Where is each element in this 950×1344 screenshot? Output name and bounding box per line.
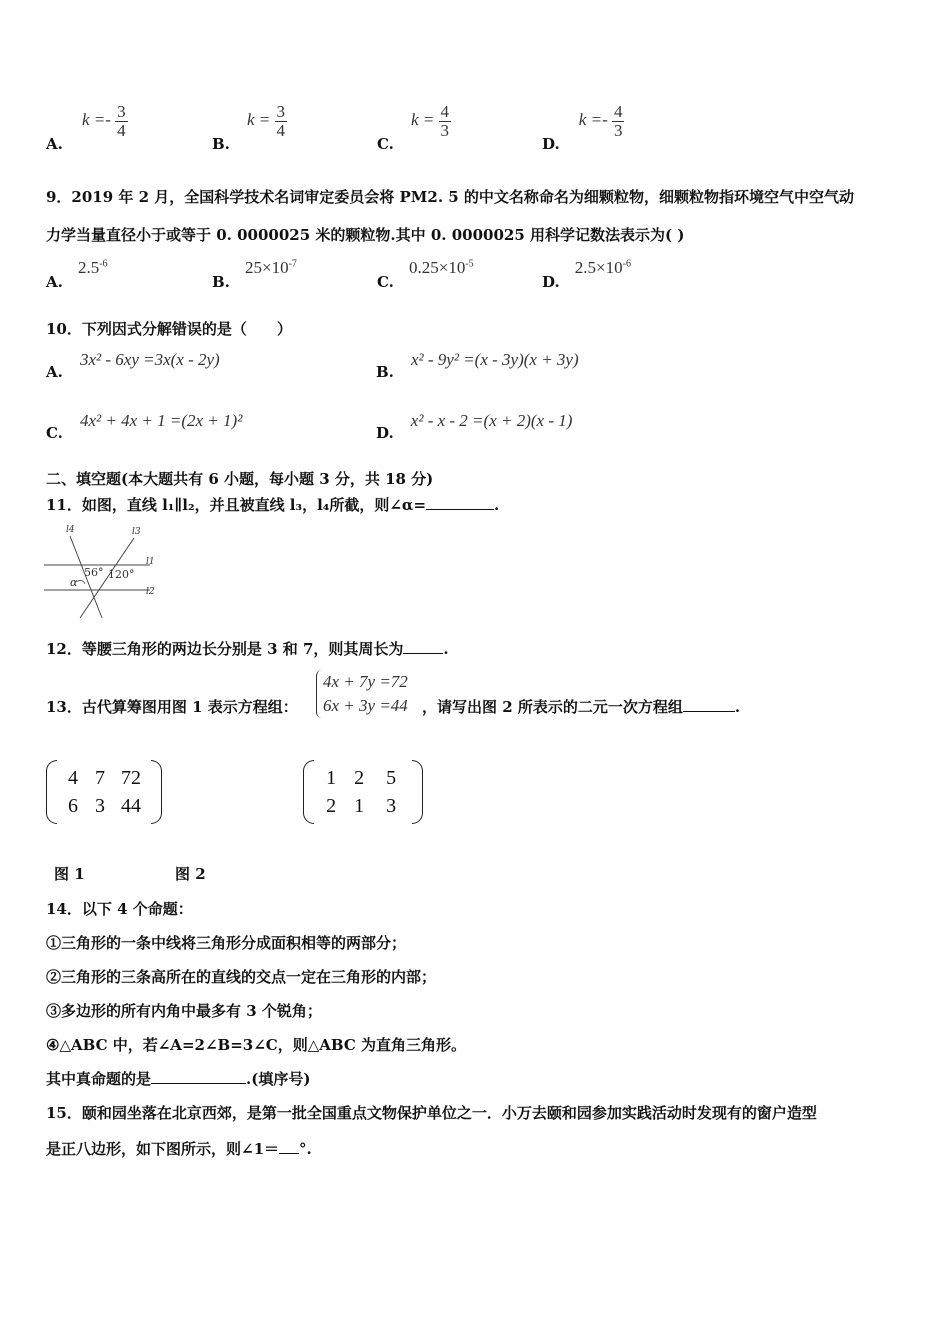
option-letter: C. — [377, 135, 394, 154]
option-letter: A. — [46, 135, 63, 154]
q9-option-b: B. $25\times 10^{-7}$ — [212, 258, 297, 291]
q13-text-after: ，请写出图 2 所表示的二元一次方程组 . — [422, 698, 741, 716]
q13-figure2-caption: 图 2 — [175, 865, 206, 883]
q10-option-c: C. 4x² + 4x + 1 =(2x + 1)² — [46, 411, 243, 442]
q10-option-b: B. x² - 9y² =(x - 3y)(x + 3y) — [376, 350, 579, 381]
angle-120: 120° — [108, 568, 135, 581]
q9-option-a: A. $2.5^{-6}$ — [46, 258, 108, 291]
q9-line2: 力学当量直径小于或等于 0. 0000025 米的颗粒物.其中 0. 0000025 用科学记数法表示为( ) — [46, 226, 685, 244]
q14-item-3: ③多边形的所有内角中最多有 3 个锐角； — [46, 1002, 322, 1020]
q15-line2: 是正八边形，如下图所示，则∠1＝ °. — [46, 1140, 312, 1158]
q10-option-a: A. 3x² - 6xy =3x(x - 2y) — [46, 350, 220, 381]
label-l4: l4 — [66, 525, 75, 535]
option-letter: B. — [212, 135, 230, 154]
label-l3: l3 — [132, 527, 141, 537]
label-l1: l1 — [146, 557, 155, 567]
q12-text: 12．等腰三角形的两边长分别是 3 和 7，则其周长为 . — [46, 640, 449, 658]
answer-blank — [426, 497, 494, 510]
option-letter: D. — [542, 135, 560, 154]
q14-item-4: ④△ABC 中，若∠A=2∠B=3∠C，则△ABC 为直角三角形。 — [46, 1036, 467, 1054]
q14-stem: 14．以下 4 个命题： — [46, 900, 193, 918]
answer-blank — [279, 1141, 299, 1154]
q13-figure1-matrix: 4 7 72 6 3 44 — [46, 760, 162, 824]
q13-text-before: 13．古代算筹图用图 1 表示方程组： — [46, 698, 298, 716]
q14-answer: 其中真命题的是 .(填序号) — [46, 1070, 311, 1088]
q10-option-d: D. x² - x - 2 =(x + 2)(x - 1) — [376, 411, 573, 442]
q9-option-d: D. $2.5\times 10^{-6}$ — [542, 258, 631, 291]
answer-blank — [151, 1071, 246, 1084]
q9-option-c: C. $0.25\times 10^{-5}$ — [377, 258, 474, 291]
answer-blank — [403, 641, 443, 654]
q8-option-d: D. k =- $\frac{4}{3}$ — [542, 102, 623, 154]
q13-figure2-matrix: 1 2 5 2 1 3 — [303, 760, 423, 824]
q8-option-c: C. k = $\frac{4}{3}$ — [377, 102, 450, 154]
angle-56: 56° — [84, 566, 104, 579]
q10-stem: 10．下列因式分解错误的是（ ） — [46, 320, 292, 338]
q13-figure1-caption: 图 1 — [54, 865, 85, 883]
q15-line1: 15．颐和园坐落在北京西郊，是第一批全国重点文物保护单位之一．小万去颐和园参加实践活动时发现有的窗户造型 — [46, 1104, 817, 1122]
q9-line1: 9．2019 年 2 月，全国科学技术名词审定委员会将 PM2. 5 的中文名称命名为细颗粒物，细颗粒物指环境空气中空气动 — [46, 188, 854, 206]
q11-text: 11．如图，直线 l₁∥l₂，并且被直线 l₃，l₄所截，则∠α= . — [46, 496, 500, 514]
q8-option-b: B. k = $\frac{3}{4}$ — [212, 102, 286, 154]
q11-figure — [40, 520, 165, 620]
q14-item-2: ②三角形的三条高所在的直线的交点一定在三角形的内部； — [46, 968, 437, 986]
q14-item-1: ①三角形的一条中线将三角形分成面积相等的两部分； — [46, 934, 407, 952]
angle-alpha: α — [70, 576, 78, 589]
label-l2: l2 — [146, 587, 155, 597]
section-title: 二、填空题(本大题共有 6 小题，每小题 3 分，共 18 分) — [46, 470, 434, 488]
q13-equation-system: 4x + 7y =72 6x + 3y =44 — [316, 670, 408, 718]
q8-option-a: A. k =- $\frac{3}{4}$ — [46, 102, 126, 154]
answer-blank — [683, 699, 735, 712]
